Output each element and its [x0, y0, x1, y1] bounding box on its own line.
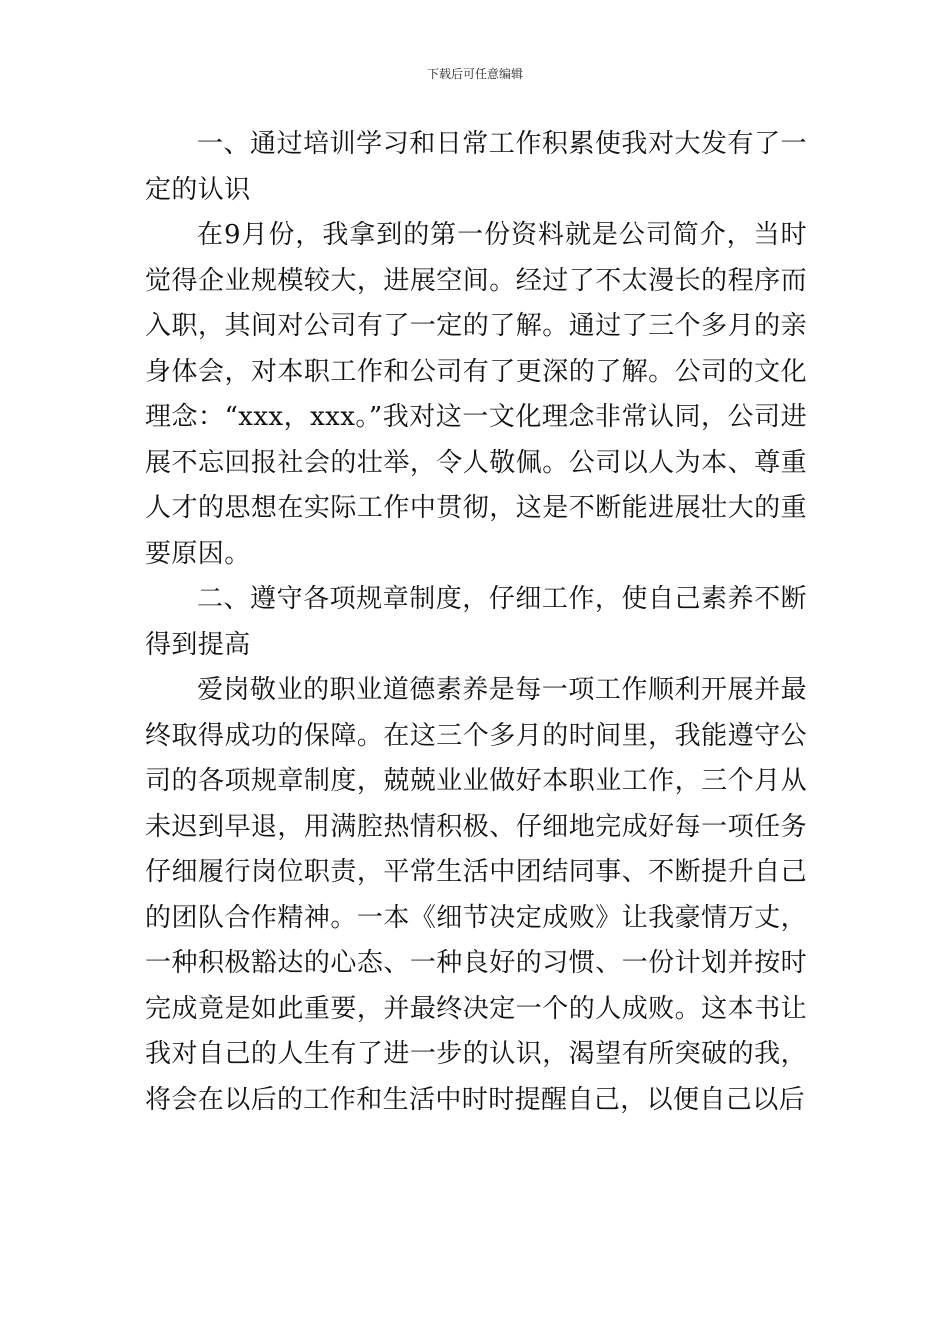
section-heading-2: 二、遵守各项规章制度，仔细工作，使自己素养不断得到提高 [145, 584, 807, 660]
page-header-note: 下载后可任意编辑 [426, 67, 523, 81]
section-heading-1: 一、通过培训学习和日常工作积累使我对大发有了一定的认识 [145, 129, 807, 205]
paragraph-work-ethic: 爱岗敬业的职业道德素养是每一项工作顺利开展并最终取得成功的保障。在这三个多月的时间里，我能遵守公司的各项规章制度，兢兢业业做好本职业工作，三个月从未迟到早退，用满腔热情积极、仔细地完成好每一项任务仔细履行岗位职责，平常生活中团结同事、不断提升自己的团队合作精神。一本《细节决定成败》让我豪情万丈，一种积极豁达的心态、一种良好的习惯、一份计划并按时完成竟是如此重要，并最终决定一个的人成败。这本书让我对自己的人生有了进一步的认识，渴望有所突破的我，将会在以后的工作和生活中时时提醒自己，以便自己以后 [145, 675, 807, 1115]
paragraph-company-intro: 在9月份，我拿到的第一份资料就是公司简介，当时觉得企业规模较大，进展空间。经过了不太漫长的程序而入职，其间对公司有了一定的了解。通过了三个多月的亲身体会，对本职工作和公司有了更深的了解。公司的文化理念：“xxx，xxx。”我对这一文化理念非常认同，公司进展不忘回报社会的壮举，令人敬佩。公司以人为本、尊重人才的思想在实际工作中贯彻，这是不断能进展壮大的重要原因。 [145, 220, 807, 569]
document-body [145, 122, 807, 1123]
